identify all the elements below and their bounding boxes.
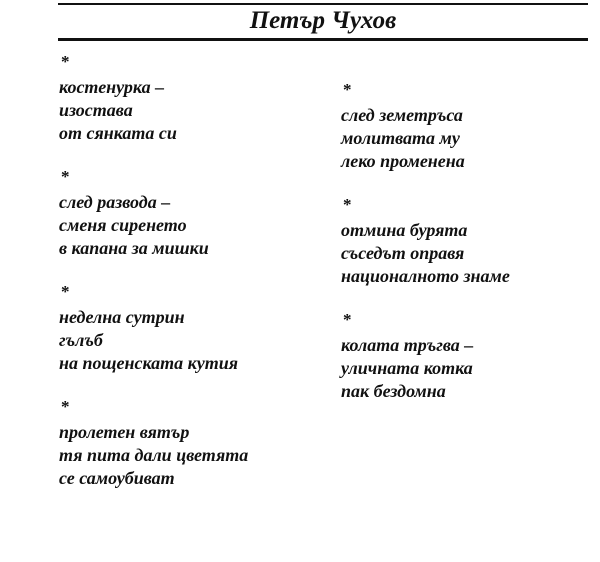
haiku-line: сменя сиренето [59, 215, 187, 235]
haiku-line: след земетръса [341, 105, 463, 125]
asterisk-separator: * [61, 52, 70, 71]
author-title: Петър Чухов [249, 7, 397, 34]
asterisk-separator: * [343, 195, 352, 214]
asterisk-separator: * [61, 397, 70, 416]
haiku-line: след развода – [59, 192, 171, 212]
haiku-line: леко променена [341, 151, 465, 171]
haiku [341, 80, 600, 195]
haiku-line: отмина бурята [341, 220, 468, 240]
asterisk-separator: * [343, 310, 352, 329]
left-column [59, 52, 319, 512]
haiku-line: молитвата му [341, 128, 460, 148]
asterisk-separator: * [61, 167, 70, 186]
haiku-line: на пощенската кутия [59, 353, 239, 373]
asterisk-separator: * [61, 282, 70, 301]
haiku [59, 282, 319, 397]
haiku-line: тя пита дали цветята [59, 445, 249, 465]
haiku-line: в капана за мишки [59, 238, 209, 258]
haiku-line: пак бездомна [341, 381, 446, 401]
haiku-line: гълъб [59, 330, 103, 350]
haiku-line: съседът оправя [341, 243, 465, 263]
haiku [59, 52, 319, 167]
haiku-line: костенурка – [59, 77, 165, 97]
haiku [59, 167, 319, 282]
haiku [341, 195, 600, 310]
haiku-line: неделна сутрин [59, 307, 185, 327]
haiku-line: пролетен вятър [59, 422, 190, 442]
bottom-rule [58, 38, 588, 41]
haiku [59, 397, 319, 512]
haiku-line: уличната котка [341, 358, 473, 378]
haiku-line: от сянката си [59, 123, 177, 143]
right-column [341, 80, 600, 425]
haiku-line: изостава [59, 100, 133, 120]
haiku-line: националното знаме [341, 266, 510, 286]
asterisk-separator: * [343, 80, 352, 99]
haiku-line: колата тръгва – [341, 335, 474, 355]
haiku-line: се самоубиват [59, 468, 175, 488]
haiku [341, 310, 600, 425]
